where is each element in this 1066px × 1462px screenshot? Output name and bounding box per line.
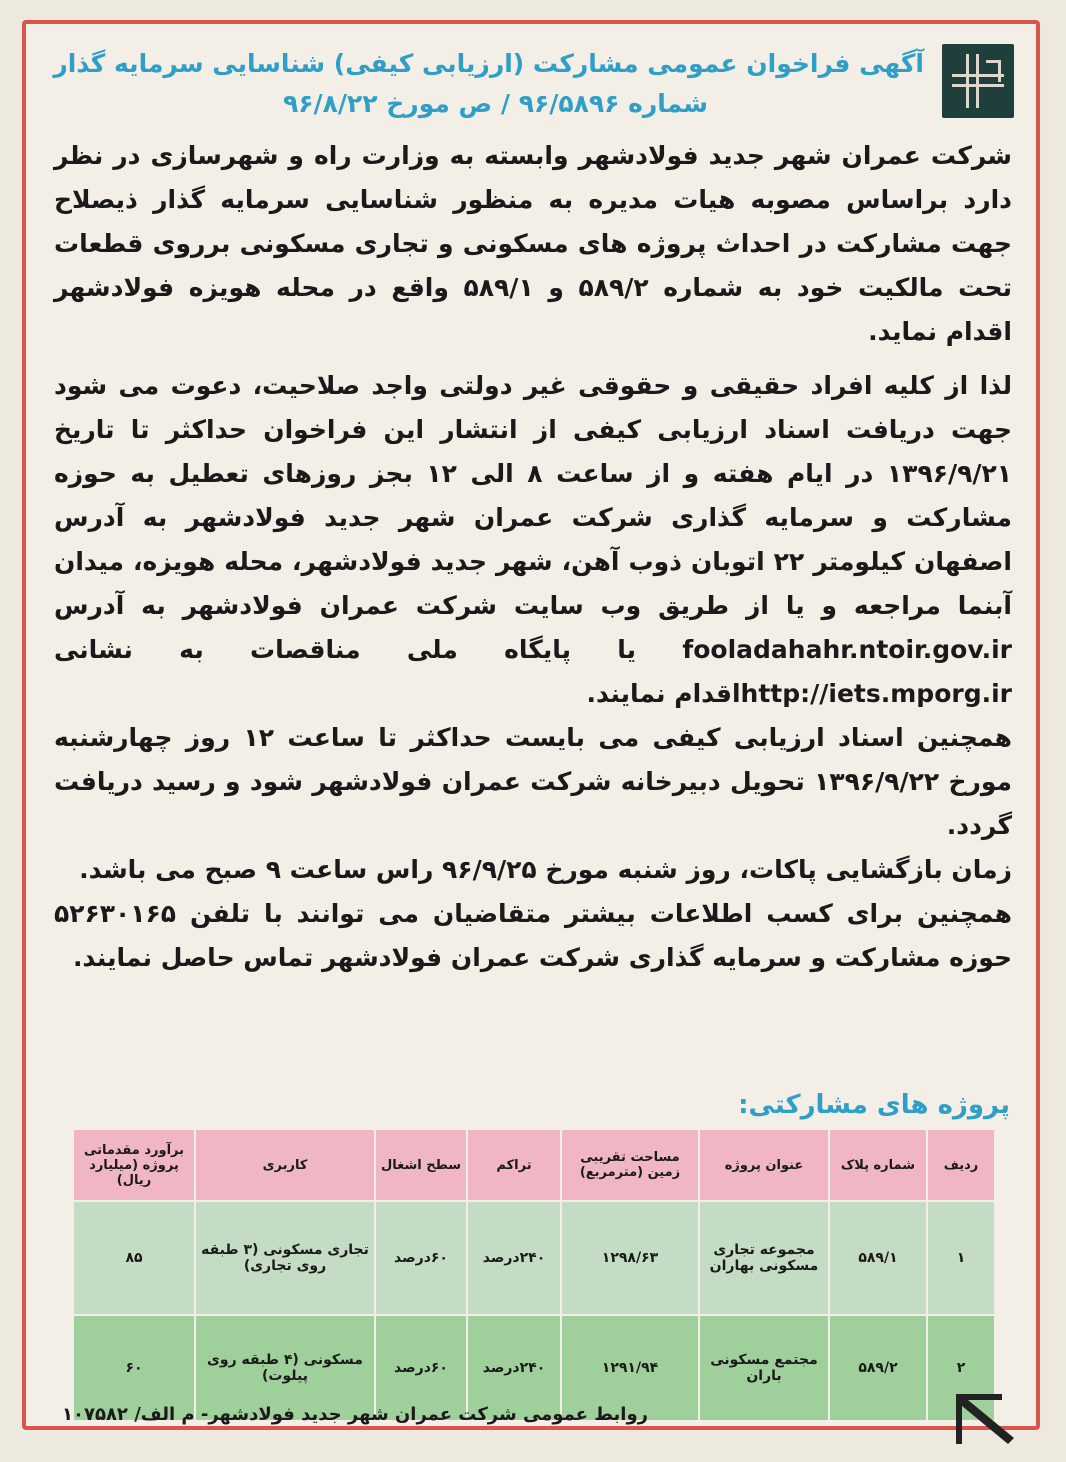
- cell-occupancy: ۶۰درصد: [375, 1315, 467, 1421]
- header-occupancy: سطح اشغال: [375, 1129, 467, 1201]
- invitation-text-mid: یا پایگاه ملی مناقصات به نشانی: [54, 635, 637, 664]
- cell-estimate: ۸۵: [73, 1201, 195, 1315]
- projects-section-title: پروژه های مشارکتی:: [738, 1090, 1010, 1120]
- cell-usage: مسکونی (۴ طبقه روی پیلوت): [195, 1315, 375, 1421]
- title-line-1: آگهی فراخوان عمومی مشارکت (ارزیابی کیفی) شناسایی سرمایه گذار: [53, 49, 924, 78]
- cell-row-number: ۱: [927, 1201, 995, 1315]
- company-website-link[interactable]: fooladahahr.ntoir.gov.ir: [682, 635, 1012, 664]
- header-land-area: مساحت تقریبی زمین (مترمربع): [561, 1129, 699, 1201]
- header-project-title: عنوان پروژه: [699, 1129, 829, 1201]
- ad-body: [54, 134, 1012, 980]
- cell-row-number: ۲: [927, 1315, 995, 1421]
- paragraph-submission: همچنین اسناد ارزیابی کیفی می بایست حداکثر تا ساعت ۱۲ روز چهارشنبه مورخ ۱۳۹۶/۹/۲۲ تحویل دبیرخانه شرکت عمران فولادشهر شود و رسید دریافت گردد.: [54, 723, 1013, 840]
- projects-table: [72, 1128, 996, 1422]
- table-header-row: [73, 1129, 995, 1201]
- paragraph-contact: همچنین برای کسب اطلاعات بیشتر متقاضیان می توانند با تلفن ۵۲۶۳۰۱۶۵ حوزه مشارکت و سرمایه گذاری شرکت عمران فولادشهر تماس حاصل نمایند.: [54, 899, 1012, 972]
- header-row-number: ردیف: [927, 1129, 995, 1201]
- header-usage: کاربری: [195, 1129, 375, 1201]
- paragraph-invitation: [54, 364, 1012, 716]
- paragraph-intro: شرکت عمران شهر جدید فولادشهر وابسته به وزارت راه و شهرسازی در نظر دارد براساس مصوبه هیات مدیره به منظور شناسایی سرمایه گذار ذیصلاح جهت مشارکت در احداث پروژه های مسکونی و تجاری مسکونی برروی قطعات تحت مالکیت خود به شماره ۵۸۹/۲ و ۵۸۹/۱ واقع در محله هویزه فولادشهر اقدام نماید.: [54, 141, 1012, 346]
- footer-credit: روابط عمومی شرکت عمران شهر جدید فولادشهر- م الف/ ۱۰۷۵۸۲: [62, 1404, 648, 1425]
- cell-usage: تجاری مسکونی (۳ طبقه روی تجاری): [195, 1201, 375, 1315]
- header-density: تراکم: [467, 1129, 561, 1201]
- cell-density: ۲۴۰درصد: [467, 1201, 561, 1315]
- invitation-text-end: اقدام نمایند.: [586, 679, 741, 708]
- header-plot-number: شماره پلاک: [829, 1129, 927, 1201]
- corner-arrow-icon: [946, 1388, 1026, 1450]
- header-estimate: برآورد مقدماتی پروژه (میلیارد ریال): [73, 1129, 195, 1201]
- cell-project-title: مجموعه تجاری مسکونی بهاران: [699, 1201, 829, 1315]
- cell-plot-number: ۵۸۹/۲: [829, 1315, 927, 1421]
- cell-land-area: ۱۲۹۸/۶۳: [561, 1201, 699, 1315]
- ad-title: [53, 44, 924, 124]
- cell-land-area: ۱۲۹۱/۹۴: [561, 1315, 699, 1421]
- invitation-text: لذا از کلیه افراد حقیقی و حقوقی غیر دولتی واجد صلاحیت، دعوت می شود جهت دریافت اسناد ارزیابی کیفی از انتشار این فراخوان حداکثر تا تاریخ ۱۳۹۶/۹/۲۱ در ایام هفته و از ساعت ۸ الی ۱۲ بجز روزهای تعطیل به حوزه مشارکت و سرمایه گذاری شرکت عمران شهر جدید فولادشهر به آدرس اصفهان کیلومتر ۲۲ اتوبان ذوب آهن، شهر جدید فولادشهر، محله هویزه، میدان آبنما مراجعه و یا از طریق وب سایت شرکت عمران فولادشهر به آدرس: [54, 371, 1012, 620]
- cell-estimate: ۶۰: [73, 1315, 195, 1421]
- cell-project-title: مجتمع مسکونی باران: [699, 1315, 829, 1421]
- cell-density: ۲۴۰درصد: [467, 1315, 561, 1421]
- cell-occupancy: ۶۰درصد: [375, 1201, 467, 1315]
- table-row: [73, 1201, 995, 1315]
- tender-portal-link[interactable]: http://iets.mporg.ir: [740, 679, 1012, 708]
- company-logo: [942, 44, 1014, 118]
- cell-plot-number: ۵۸۹/۱: [829, 1201, 927, 1315]
- title-line-2: شماره ۹۶/۵۸۹۶ / ص مورخ ۹۶/۸/۲۲: [283, 89, 708, 118]
- paragraph-opening-time: زمان بازگشایی پاکات، روز شنبه مورخ ۹۶/۹/۲۵ راس ساعت ۹ صبح می باشد.: [79, 855, 1012, 884]
